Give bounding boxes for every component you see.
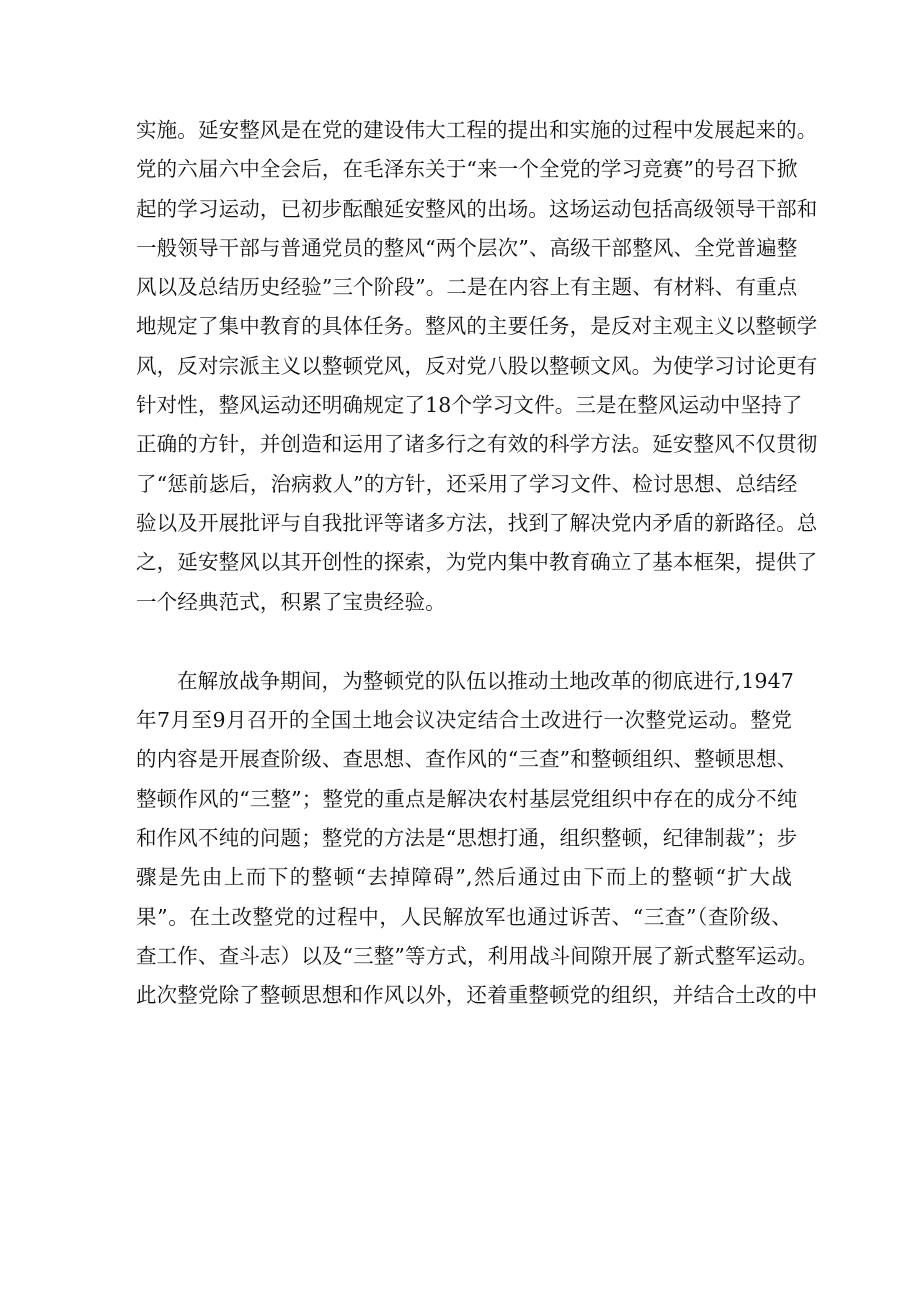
text-line: 的内容是开展查阶级、查思想、查作风的“三查”和整顿组织、整顿思想、 — [136, 747, 798, 772]
document-body — [136, 111, 819, 1016]
text-line: 年7月至9月召开的全国土地会议决定结合土改进行一次整党运动。整党 — [136, 708, 792, 733]
text-line: 骤是先由上而下的整顿“去掉障碍”,然后通过由下而上的整顿“扩大战 — [136, 865, 792, 890]
text-line: 了“惩前毖后，治病救人”的方针，还采用了学习文件、检讨思想、总结经 — [136, 471, 798, 496]
text-line: 在解放战争期间，为整顿党的队伍以推动土地改革的彻底进行,1947 — [177, 668, 794, 693]
text-line: 针对性，整风运动还明确规定了18个学习文件。三是在整风运动中坚持了 — [136, 393, 803, 418]
paragraph-1 — [136, 111, 818, 622]
text-line: 此次整党除了整顿思想和作风以外，还着重整顿党的组织，并结合土改的中 — [136, 983, 818, 1008]
paragraph-2 — [136, 662, 819, 1016]
text-line: 整顿作风的“三整”；整党的重点是解决农村基层党组织中存在的成分不纯 — [136, 786, 798, 811]
text-line: 正确的方针，并创造和运用了诸多行之有效的科学方法。延安整风不仅贯彻 — [136, 432, 818, 457]
text-line: 果”。在土改整党的过程中，人民解放军也通过诉苦、“三查”（查阶级、 — [136, 904, 792, 929]
text-line: 查工作、查斗志）以及“三整”等方式，利用战斗间隙开展了新式整军运动。 — [136, 943, 819, 968]
text-line: 风，反对宗派主义以整顿党风，反对党八股以整顿文风。为使学习讨论更有 — [136, 353, 818, 378]
text-line: 和作风不纯的问题；整党的方法是“思想打通，组织整顿，纪律制裁”；步 — [136, 826, 798, 851]
text-line: 起的学习运动，已初步酝酿延安整风的出场。这场运动包括高级领导干部和 — [136, 196, 818, 221]
text-line: 党的六届六中全会后，在毛泽东关于“来一个全党的学习竞赛”的号召下掀 — [136, 157, 798, 182]
text-line: 风以及总结历史经验”三个阶段”。二是在内容上有主题、有材料、有重点 — [136, 275, 798, 300]
text-line: 之，延安整风以其开创性的探索，为党内集中教育确立了基本框架，提供了 — [136, 550, 818, 575]
text-line: 地规定了集中教育的具体任务。整风的主要任务，是反对主观主义以整顿学 — [136, 314, 818, 339]
text-line: 验以及开展批评与自我批评等诸多方法，找到了解决党内矛盾的新路径。总 — [136, 510, 818, 535]
text-line: 实施。延安整风是在党的建设伟大工程的提出和实施的过程中发展起来的。 — [136, 118, 818, 142]
text-line: 一般领导干部与普通党员的整风“两个层次”、高级干部整风、全党普遍整 — [136, 235, 798, 260]
paragraph-spacer — [136, 622, 792, 662]
text-line: 一个经典范式，积累了宝贵经验。 — [136, 589, 446, 614]
